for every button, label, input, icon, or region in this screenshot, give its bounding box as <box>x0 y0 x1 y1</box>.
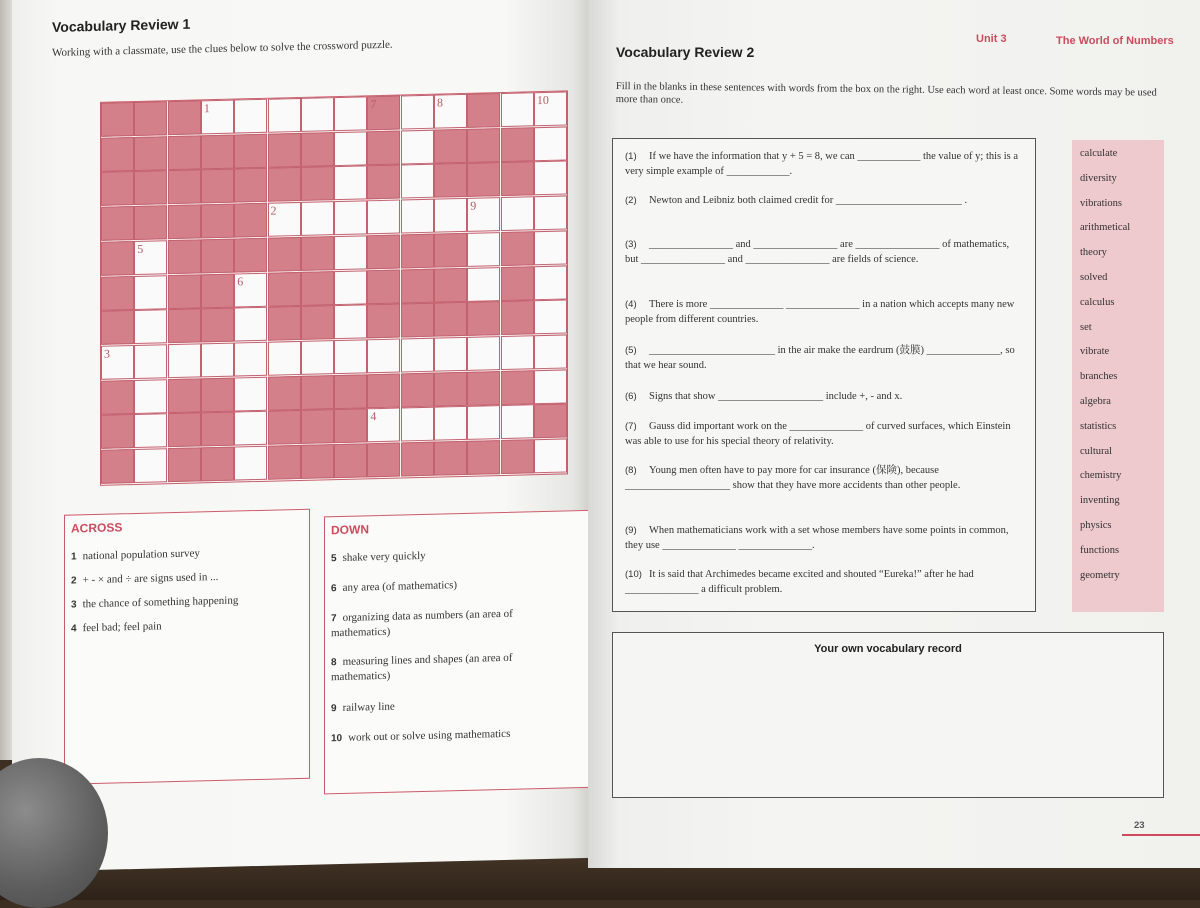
crossword-cell[interactable] <box>401 407 434 442</box>
intro-text: Working with a classmate, use the clues below to solve the crossword puzzle. <box>52 38 393 60</box>
crossword-cell[interactable] <box>501 405 534 440</box>
page-number: 23 <box>1134 820 1145 831</box>
crossword-cell[interactable] <box>134 240 167 275</box>
sentence[interactable]: (5) ________________________ in the air make the eardrum (鼓膜) ______________, so that we hear sound. <box>625 345 1015 371</box>
crossword-blocked-cell <box>367 443 400 478</box>
crossword-blocked-cell <box>101 310 134 345</box>
crossword-blocked-cell <box>201 377 234 412</box>
crossword-grid[interactable] <box>100 90 568 485</box>
crossword-cell[interactable] <box>534 91 567 126</box>
word-box-item: calculus <box>1080 296 1115 308</box>
crossword-cell[interactable] <box>534 196 567 231</box>
crossword-blocked-cell <box>301 271 334 306</box>
crossword-blocked-cell <box>367 165 400 200</box>
crossword-clue-number: 9 <box>470 198 477 213</box>
crossword-blocked-cell <box>168 413 201 448</box>
crossword-blocked-cell <box>434 129 467 164</box>
crossword-blocked-cell <box>268 376 301 411</box>
crossword-blocked-cell <box>268 167 301 202</box>
unit-label: Unit 3 <box>976 33 1007 45</box>
crossword-blocked-cell <box>201 447 234 482</box>
vocabulary-record-box[interactable] <box>612 632 1164 798</box>
record-title: Your own vocabulary record <box>814 643 962 655</box>
crossword-blocked-cell <box>201 308 234 343</box>
word-box-item: theory <box>1080 247 1107 259</box>
crossword-blocked-cell <box>401 442 434 477</box>
page-title: Vocabulary Review 1 <box>52 15 191 36</box>
sentence[interactable]: (1) If we have the information that y + 5 = 8, we can ____________ the value of y; this is a very simple example of ____________. <box>625 151 1019 177</box>
sentence[interactable]: (9) When mathematicians work with a set whose members have some points in common, they use ______________ ______________. <box>625 525 1009 551</box>
crossword-cell[interactable] <box>334 96 367 131</box>
crossword-blocked-cell <box>234 168 267 203</box>
crossword-blocked-cell <box>367 96 400 131</box>
crossword-cell[interactable] <box>234 307 267 342</box>
crossword-blocked-cell <box>501 439 534 474</box>
down-clue: 5 shake very quickly <box>331 549 426 565</box>
crossword-cell[interactable] <box>334 270 367 305</box>
crossword-blocked-cell <box>334 374 367 409</box>
crossword-cell[interactable] <box>168 343 201 378</box>
crossword-cell[interactable] <box>101 345 134 380</box>
crossword-blocked-cell <box>467 162 500 197</box>
across-clue: 4 feel bad; feel pain <box>71 620 162 635</box>
crossword-blocked-cell <box>301 444 334 479</box>
crossword-cell[interactable] <box>467 267 500 302</box>
crossword-blocked-cell <box>401 372 434 407</box>
crossword-blocked-cell <box>301 409 334 444</box>
crossword-cell[interactable] <box>234 272 267 307</box>
crossword-cell[interactable] <box>234 99 267 134</box>
crossword-cell[interactable] <box>367 338 400 373</box>
crossword-blocked-cell <box>168 100 201 135</box>
crossword-blocked-cell <box>534 404 567 439</box>
crossword-blocked-cell <box>367 373 400 408</box>
crossword-cell[interactable] <box>134 344 167 379</box>
across-heading: ACROSS <box>71 520 123 536</box>
crossword-cell[interactable] <box>234 446 267 481</box>
crossword-cell[interactable] <box>367 200 400 235</box>
crossword-cell[interactable] <box>334 131 367 166</box>
crossword-blocked-cell <box>268 306 301 341</box>
crossword-clue-number: 7 <box>370 97 377 112</box>
crossword-cell[interactable] <box>401 129 434 164</box>
crossword-blocked-cell <box>434 371 467 406</box>
sentences-box <box>612 138 1036 612</box>
crossword-clue-number: 2 <box>270 203 277 218</box>
crossword-clue-number: 4 <box>370 409 377 424</box>
word-box-item: diversity <box>1080 172 1117 184</box>
crossword-blocked-cell <box>501 266 534 301</box>
sentence[interactable]: (4) There is more ______________ ______________ in a nation which accepts many new people from different countries. <box>625 299 1015 325</box>
crossword-clue-number: 10 <box>536 92 549 108</box>
crossword-blocked-cell <box>168 204 201 239</box>
crossword-blocked-cell <box>367 130 400 165</box>
crossword-blocked-cell <box>101 414 134 449</box>
crossword-cell[interactable] <box>467 197 500 232</box>
crossword-blocked-cell <box>234 238 267 273</box>
crossword-cell[interactable] <box>367 408 400 443</box>
down-clue: 6 any area (of mathematics) <box>331 579 458 595</box>
crossword-cell[interactable] <box>234 342 267 377</box>
down-clue: 7 organizing data as numbers (an area of mathematics) <box>331 607 513 640</box>
word-box-item: chemistry <box>1080 470 1122 482</box>
crossword-blocked-cell <box>268 237 301 272</box>
crossword-blocked-cell <box>501 300 534 335</box>
crossword-blocked-cell <box>101 137 134 172</box>
crossword-blocked-cell <box>401 268 434 303</box>
crossword-blocked-cell <box>268 133 301 168</box>
crossword-cell[interactable] <box>334 200 367 235</box>
crossword-blocked-cell <box>434 163 467 198</box>
crossword-cell[interactable] <box>268 202 301 237</box>
crossword-blocked-cell <box>434 441 467 476</box>
down-clue: 9 railway line <box>331 700 395 715</box>
crossword-blocked-cell <box>501 127 534 162</box>
crossword-blocked-cell <box>101 380 134 415</box>
crossword-cell[interactable] <box>334 305 367 340</box>
down-heading: DOWN <box>331 522 369 538</box>
crossword-cell[interactable] <box>201 342 234 377</box>
crossword-cell[interactable] <box>334 166 367 201</box>
sentence[interactable]: (3) ________________ and ________________ are ________________ of mathematics, but ________________ and ________________ are fields of science. <box>625 239 1010 265</box>
word-box-item: statistics <box>1080 420 1117 432</box>
crossword-blocked-cell <box>268 445 301 480</box>
crossword-blocked-cell <box>168 378 201 413</box>
crossword-cell[interactable] <box>268 98 301 133</box>
crossword-blocked-cell <box>301 305 334 340</box>
crossword-blocked-cell <box>367 304 400 339</box>
crossword-blocked-cell <box>168 309 201 344</box>
crossword-blocked-cell <box>201 169 234 204</box>
crossword-cell[interactable] <box>501 335 534 370</box>
word-box-item: geometry <box>1080 569 1120 581</box>
crossword-blocked-cell <box>301 132 334 167</box>
crossword-blocked-cell <box>134 171 167 206</box>
crossword-blocked-cell <box>101 241 134 276</box>
crossword-cell[interactable] <box>467 232 500 267</box>
crossword-blocked-cell <box>501 370 534 405</box>
crossword-blocked-cell <box>501 231 534 266</box>
word-box-item: vibrate <box>1080 346 1110 358</box>
crossword-blocked-cell <box>401 303 434 338</box>
crossword-clue-number: 3 <box>104 346 110 361</box>
crossword-blocked-cell <box>401 233 434 268</box>
crossword-cell[interactable] <box>534 230 567 265</box>
crossword-blocked-cell <box>367 234 400 269</box>
crossword-cell[interactable] <box>434 94 467 129</box>
word-box-item: set <box>1080 321 1092 333</box>
word-box-item: cultural <box>1080 445 1113 457</box>
crossword-blocked-cell <box>101 206 134 241</box>
crossword-blocked-cell <box>168 170 201 205</box>
crossword-blocked-cell <box>168 135 201 170</box>
crossword-cell[interactable] <box>501 92 534 127</box>
crossword-cell[interactable] <box>301 340 334 375</box>
crossword-blocked-cell <box>501 162 534 197</box>
crossword-blocked-cell <box>101 102 134 137</box>
crossword-cell[interactable] <box>401 95 434 130</box>
crossword-cell[interactable] <box>301 201 334 236</box>
crossword-blocked-cell <box>268 410 301 445</box>
crossword-cell[interactable] <box>301 97 334 132</box>
word-box-item: solved <box>1080 272 1108 283</box>
word-box-item: arithmetical <box>1080 222 1131 234</box>
instructions: Fill in the blanks in these sentences with words from the box on the right. Use each word at least once. Some words may be used more than once. <box>615 80 1157 106</box>
crossword-cell[interactable] <box>134 414 167 449</box>
crossword-cell[interactable] <box>534 265 567 300</box>
crossword-clue-number: 8 <box>437 95 443 110</box>
crossword-blocked-cell <box>101 171 134 206</box>
crossword-blocked-cell <box>201 412 234 447</box>
crossword-cell[interactable] <box>234 376 267 411</box>
crossword-blocked-cell <box>434 233 467 268</box>
crossword-cell[interactable] <box>434 406 467 441</box>
crossword-cell[interactable] <box>501 196 534 231</box>
crossword-blocked-cell <box>467 93 500 128</box>
crossword-blocked-cell <box>101 449 134 484</box>
crossword-cell[interactable] <box>134 379 167 414</box>
down-clue: 8 measuring lines and shapes (an area of mathematics) <box>331 651 513 684</box>
crossword-cell[interactable] <box>534 126 567 161</box>
word-box-item: inventing <box>1080 495 1120 507</box>
crossword-blocked-cell <box>168 447 201 482</box>
word-box-item: functions <box>1080 544 1120 556</box>
crossword-blocked-cell <box>201 134 234 169</box>
left-page <box>12 0 590 872</box>
crossword-cell[interactable] <box>534 300 567 335</box>
sentence[interactable]: (8) Young men often have to pay more for car insurance (保険), because ____________________ show that they have more accidents than other people. <box>625 465 961 491</box>
crossword-blocked-cell <box>268 271 301 306</box>
sentence[interactable]: (6) Signs that show ____________________ include +, - and x. <box>625 391 903 402</box>
crossword-cell[interactable] <box>534 161 567 196</box>
crossword-cell[interactable] <box>201 100 234 135</box>
crossword-cell[interactable] <box>434 337 467 372</box>
across-clue: 3 the chance of something happening <box>71 594 239 611</box>
crossword-blocked-cell <box>467 440 500 475</box>
crossword-cell[interactable] <box>534 369 567 404</box>
crossword-blocked-cell <box>434 267 467 302</box>
crossword-blocked-cell <box>467 301 500 336</box>
down-clue: 10 work out or solve using mathematics <box>331 727 511 745</box>
section-title: Vocabulary Review 2 <box>616 44 755 60</box>
crossword-cell[interactable] <box>534 438 567 473</box>
crossword-blocked-cell <box>234 133 267 168</box>
page-number-rule <box>1122 834 1200 836</box>
crossword-cell[interactable] <box>434 198 467 233</box>
crossword-blocked-cell <box>334 443 367 478</box>
crossword-cell[interactable] <box>334 339 367 374</box>
crossword-blocked-cell <box>101 276 134 311</box>
crossword-cell[interactable] <box>467 405 500 440</box>
word-box-item: physics <box>1080 520 1112 531</box>
word-box-item: vibrations <box>1080 197 1122 209</box>
crossword-blocked-cell <box>434 302 467 337</box>
word-box-item: algebra <box>1080 396 1111 407</box>
unit-title: The World of Numbers <box>1056 35 1174 47</box>
crossword-cell[interactable] <box>401 199 434 234</box>
crossword-blocked-cell <box>201 238 234 273</box>
crossword-blocked-cell <box>134 205 167 240</box>
crossword-blocked-cell <box>301 167 334 202</box>
across-clue: 1 national population survey <box>71 547 200 563</box>
crossword-cell[interactable] <box>234 411 267 446</box>
word-box <box>1072 140 1164 612</box>
word-box-item: branches <box>1080 371 1118 383</box>
crossword-cell[interactable] <box>134 275 167 310</box>
crossword-blocked-cell <box>168 239 201 274</box>
crossword-blocked-cell <box>234 203 267 238</box>
crossword-blocked-cell <box>334 409 367 444</box>
crossword-cell[interactable] <box>401 338 434 373</box>
crossword-blocked-cell <box>301 375 334 410</box>
crossword-blocked-cell <box>201 273 234 308</box>
crossword-cell[interactable] <box>134 448 167 483</box>
crossword-cell[interactable] <box>467 336 500 371</box>
crossword-blocked-cell <box>301 236 334 271</box>
crossword-cell[interactable] <box>534 334 567 369</box>
crossword-clue-number: 5 <box>137 241 144 256</box>
across-clue: 2 + - × and ÷ are signs used in ... <box>71 570 219 587</box>
crossword-cell[interactable] <box>268 341 301 376</box>
crossword-blocked-cell <box>134 136 167 171</box>
crossword-blocked-cell <box>467 128 500 163</box>
crossword-blocked-cell <box>467 371 500 406</box>
down-clues-box <box>324 510 590 795</box>
crossword-clue-number: 1 <box>203 101 210 116</box>
word-box-item: calculate <box>1080 148 1118 159</box>
crossword-clue-number: 6 <box>237 273 244 288</box>
sentence[interactable]: (10) It is said that Archimedes became excited and shouted “Eureka!” after he had ______________ a difficult problem. <box>625 569 974 595</box>
crossword-cell[interactable] <box>334 235 367 270</box>
crossword-blocked-cell <box>367 269 400 304</box>
sentence[interactable]: (2) Newton and Leibniz both claimed credit for ________________________ . <box>625 195 968 206</box>
sentence[interactable]: (7) Gauss did important work on the ______________ of curved surfaces, which Einstein was able to use for his special theory of relativity. <box>625 421 1011 447</box>
across-clues-box <box>64 509 310 785</box>
crossword-blocked-cell <box>168 274 201 309</box>
crossword-cell[interactable] <box>401 164 434 199</box>
crossword-blocked-cell <box>134 101 167 136</box>
crossword-blocked-cell <box>201 204 234 239</box>
crossword-cell[interactable] <box>134 309 167 344</box>
